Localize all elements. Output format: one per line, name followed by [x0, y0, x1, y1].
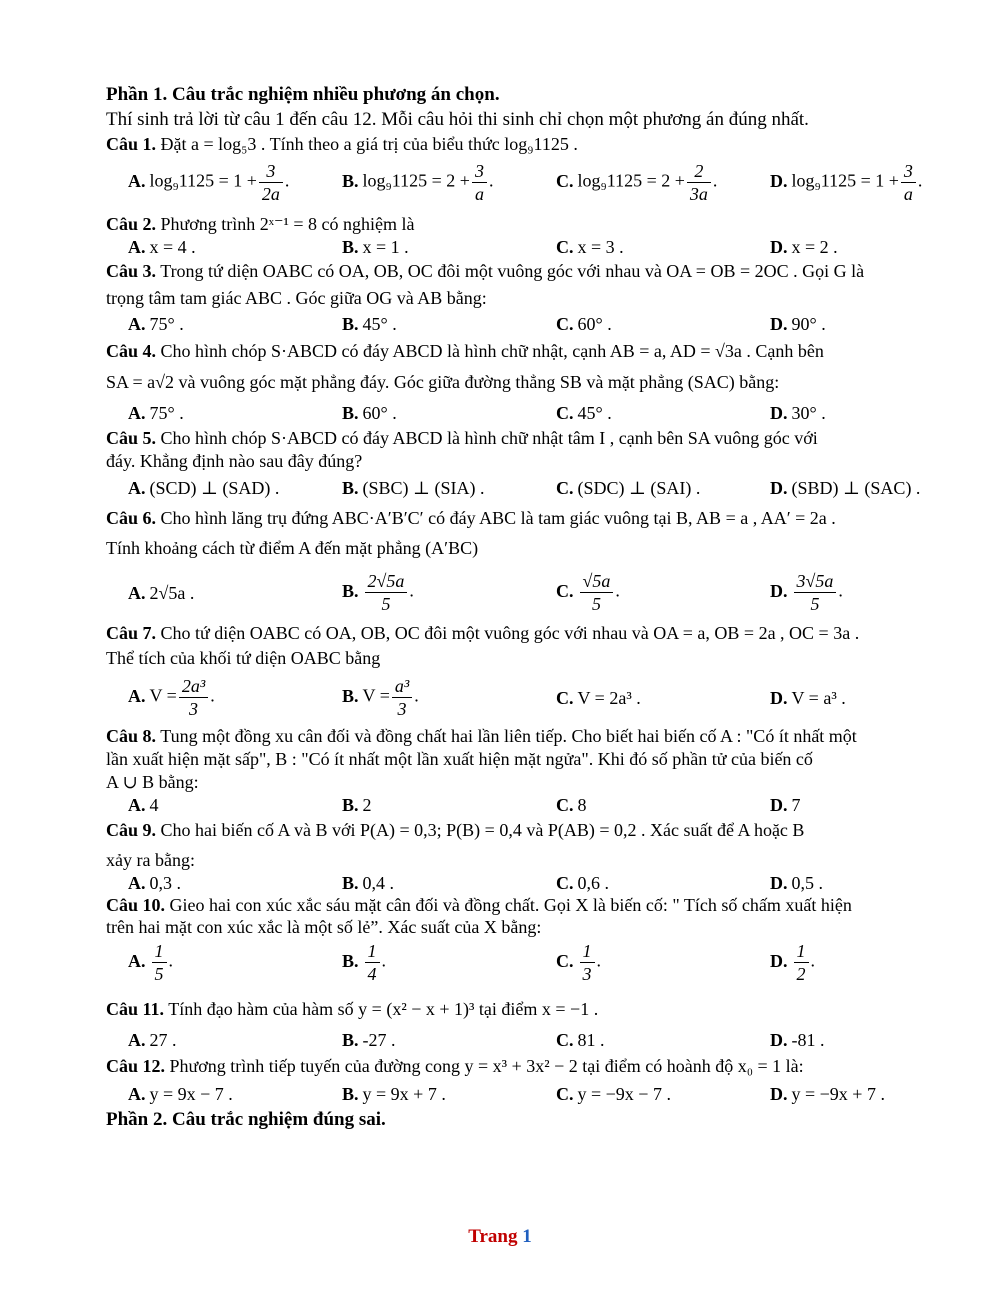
option-d: D. x = 2 .: [770, 237, 838, 257]
option-b: B. 45° .: [342, 314, 397, 334]
part2-title: Phần 2. Câu trắc nghiệm đúng sai.: [106, 1109, 386, 1130]
option-d: D. 90° .: [770, 314, 826, 334]
question-12: Câu 12. Phương trình tiếp tuyến của đường cong y = x³ + 3x² − 2 tại điểm có hoành độ x₀ = 1 là:: [106, 1056, 804, 1076]
option-b: B. $\frac{1}{4}$ .: [342, 941, 387, 984]
option-b: B. $\frac{2√5a}{5}$ .: [342, 571, 414, 614]
question-text: Đặt a = log₅3 . Tính theo a giá trị của biểu thức log₉1125 .: [160, 134, 578, 154]
option-d: D. $\frac{1}{2}$ .: [770, 941, 815, 984]
option-c: C. 8: [556, 795, 587, 815]
option-b: B. (SBC) ⊥ (SIA) .: [342, 478, 485, 498]
option-c: C. log₉1125 = 2 + $\frac{2}{3a}$ .: [556, 161, 718, 204]
question-2: Câu 2. Phương trình 2ˣ⁻¹ = 8 có nghiệm là: [106, 214, 415, 234]
q1-options: [128, 160, 928, 204]
question-5-cont: đáy. Khẳng định nào sau đây đúng?: [106, 451, 363, 471]
option-c: C. y = −9x − 7 .: [556, 1084, 671, 1104]
option-d: D. 0,5 .: [770, 873, 823, 893]
question-8-cont2: A ∪ B bằng:: [106, 772, 199, 792]
option-d: D. y = −9x + 7 .: [770, 1084, 885, 1104]
q7-options: [128, 675, 928, 719]
q11-options: [128, 1029, 928, 1055]
q12-options: [128, 1083, 928, 1109]
option-b: B. y = 9x + 7 .: [342, 1084, 446, 1104]
option-b: B. 0,4 .: [342, 873, 395, 893]
option-a: A. (SCD) ⊥ (SAD) .: [128, 478, 280, 498]
q3-options: [128, 313, 928, 339]
question-8-cont: lần xuất hiện mặt sấp", B : "Có ít nhất một lần xuất hiện mặt ngửa". Khi đó số phần tử của biến cố: [106, 749, 813, 769]
q10-options: [128, 940, 928, 984]
option-c: C. 45° .: [556, 403, 612, 423]
question-1: [106, 133, 578, 155]
q4-options: [128, 402, 928, 428]
option-d: D. (SBD) ⊥ (SAC) .: [770, 478, 921, 498]
option-a: A. log₉1125 = 1 + $\frac{3}{2a}$ .: [128, 161, 290, 204]
question-4-cont: SA = a√2 và vuông góc mặt phẳng đáy. Góc giữa đường thẳng SB và mặt phẳng (SAC) bằng:: [106, 372, 780, 392]
option-d: D. -81 .: [770, 1030, 825, 1050]
option-c: C. 0,6 .: [556, 873, 609, 893]
option-a: A. x = 4 .: [128, 237, 196, 257]
option-c: C. 60° .: [556, 314, 612, 334]
option-c: C. (SDC) ⊥ (SAI) .: [556, 478, 701, 498]
q5-options: [128, 477, 928, 503]
option-d: D. $\frac{3√5a}{5}$ .: [770, 571, 843, 614]
q6-options: [128, 570, 928, 614]
question-5: Câu 5. Cho hình chóp S·ABCD có đáy ABCD là hình chữ nhật tâm I , cạnh bên SA vuông góc với: [106, 428, 818, 448]
question-8: Câu 8. Tung một đồng xu cân đối và đồng chất hai lần liên tiếp. Cho biết hai biến cố A : "Có ít nhất một: [106, 726, 857, 746]
option-d: D. 30° .: [770, 403, 826, 423]
question-7: Câu 7. Cho tứ diện OABC có OA, OB, OC đôi một vuông góc với nhau và OA = a, OB = 2a , OC = 3a .: [106, 623, 860, 643]
page-number: 1: [522, 1226, 532, 1247]
option-a: A. 75° .: [128, 403, 184, 423]
option-a: A. 0,3 .: [128, 873, 181, 893]
question-7-cont: Thể tích của khối tứ diện OABC bằng: [106, 648, 381, 668]
option-c: C. 81 .: [556, 1030, 605, 1050]
option-d: D. log₉1125 = 1 + $\frac{3}{a}$ .: [770, 161, 923, 204]
option-c: C. x = 3 .: [556, 237, 624, 257]
option-c: C. $\frac{√5a}{5}$ .: [556, 571, 620, 614]
question-3-cont: trọng tâm tam giác ABC . Góc giữa OG và AB bằng:: [106, 288, 487, 308]
page-word: Trang: [468, 1226, 518, 1247]
option-d: D. V = a³ .: [770, 688, 846, 708]
option-b: B. log₉1125 = 2 + $\frac{3}{a}$ .: [342, 161, 494, 204]
option-c: C. V = 2a³ .: [556, 688, 641, 708]
option-b: B. 2: [342, 795, 372, 815]
q8-options: [128, 794, 928, 820]
question-10-cont: trên hai mặt con xúc xắc là một số lẻ”. Xác suất của X bằng:: [106, 917, 542, 937]
question-6: Câu 6. Cho hình lăng trụ đứng ABC·A′B′C′ có đáy ABC là tam giác vuông tại B, AB = a , AA′ = 2a .: [106, 508, 836, 528]
option-a: A. 27 .: [128, 1030, 177, 1050]
question-4: Câu 4. Cho hình chóp S·ABCD có đáy ABCD là hình chữ nhật, cạnh AB = a, AD = √3a . Cạnh bên: [106, 341, 824, 361]
option-c: C. $\frac{1}{3}$ .: [556, 941, 601, 984]
option-b: B. 60° .: [342, 403, 397, 423]
question-6-cont: Tính khoảng cách từ điểm A đến mặt phẳng (A′BC): [106, 538, 479, 558]
question-9: Câu 9. Cho hai biến cố A và B với P(A) = 0,3; P(B) = 0,4 và P(AB) = 0,2 . Xác suất để A hoặc B: [106, 820, 805, 840]
q2-options: [128, 236, 928, 262]
option-a: A. $\frac{1}{5}$ .: [128, 941, 173, 984]
part1-title: Phần 1. Câu trắc nghiệm nhiều phương án chọn.: [106, 84, 500, 105]
option-b: B. -27 .: [342, 1030, 396, 1050]
part1-instruction: Thí sinh trả lời từ câu 1 đến câu 12. Mỗi câu hỏi thi sinh chỉ chọn một phương án đúng nhất.: [106, 109, 809, 130]
question-10: Câu 10. Gieo hai con xúc xắc sáu mặt cân đối và đồng chất. Gọi X là biến cố: " Tích số chấm xuất hiện: [106, 895, 852, 915]
question-3: Câu 3. Trong tứ diện OABC có OA, OB, OC đôi một vuông góc với nhau và OA = OB = 2OC . Gọi G là: [106, 261, 865, 281]
option-a: A. 4: [128, 795, 159, 815]
option-d: D. 7: [770, 795, 801, 815]
question-11: Câu 11. Tính đạo hàm của hàm số y = (x² − x + 1)³ tại điểm x = −1 .: [106, 999, 599, 1019]
question-9-cont: xảy ra bằng:: [106, 850, 195, 870]
option-a: A. V = $\frac{\text{2a³}}{3}$ .: [128, 676, 215, 719]
option-b: B. V = $\frac{\text{a³}}{3}$ .: [342, 676, 419, 719]
option-a: A. 2√5a .: [128, 583, 195, 603]
page-footer: [0, 1226, 1000, 1248]
question-label: Câu 1.: [106, 134, 157, 154]
option-b: B. x = 1 .: [342, 237, 409, 257]
option-a: A. y = 9x − 7 .: [128, 1084, 233, 1104]
option-a: A. 75° .: [128, 314, 184, 334]
